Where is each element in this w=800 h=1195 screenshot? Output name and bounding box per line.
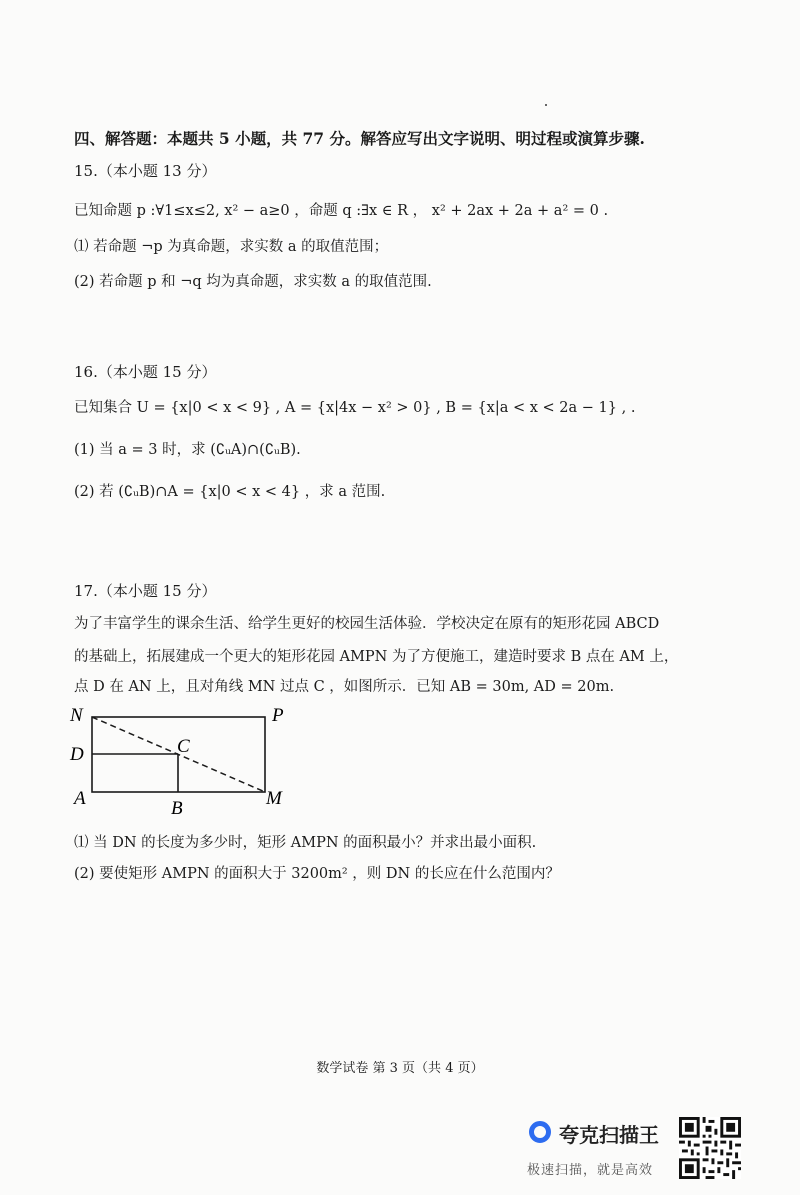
- q17-part2: (2) 要使矩形 AMPN 的面积大于 3200m² ，则 DN 的长应在什么范围内？: [74, 866, 560, 882]
- label-D: D: [70, 744, 84, 765]
- garden-figure: [66, 700, 306, 820]
- label-N: N: [70, 705, 83, 726]
- label-M: M: [266, 788, 282, 809]
- scanner-watermark: [523, 1117, 673, 1181]
- page-footer: 数学试卷 第 3 页（共 4 页）: [316, 1061, 484, 1076]
- label-B: B: [171, 798, 183, 819]
- scanner-name: 夸克扫描王: [559, 1123, 659, 1147]
- q17-line2: 的基础上，拓展建成一个更大的矩形花园 AMPN 为了方便施工，建造时要求 B 点在 AM 上，: [74, 649, 679, 665]
- q15-header: 15.（本小题 13 分）: [74, 162, 217, 180]
- label-C: C: [177, 736, 190, 757]
- q17-line1: 为了丰富学生的课余生活、给学生更好的校园生活体验．学校决定在原有的矩形花园 ABCD: [74, 616, 660, 632]
- label-A: A: [74, 788, 86, 809]
- label-P: P: [272, 705, 284, 726]
- q16-stem: 已知集合 U = {x|0 < x < 9} , A = {x|4x − x² > 0} , B = {x|a < x < 2a − 1} , .: [74, 400, 636, 416]
- q15-stem: 已知命题 p :∀1≤x≤2, x² − a≥0 ，命题 q :∃x ∈ R ， x² + 2ax + 2a + a² = 0 .: [74, 203, 609, 219]
- section-title: 四、解答题：本题共 5 小题，共 77 分。解答应写出文字说明、明过程或演算步骤.: [74, 129, 645, 148]
- q16-part2: (2) 若 (∁ᵤB)∩A = {x|0 < x < 4} ，求 a 范围.: [74, 484, 386, 500]
- q16-part1: (1) 当 a = 3 时，求 (∁ᵤA)∩(∁ᵤB).: [74, 442, 301, 458]
- q15-part1: ⑴ 若命题 ¬p 为真命题，求实数 a 的取值范围；: [74, 239, 389, 255]
- q15-part2: (2) 若命题 p 和 ¬q 均为真命题，求实数 a 的取值范围.: [74, 274, 432, 290]
- qr-code-icon: [679, 1117, 741, 1179]
- scanner-logo-icon: [529, 1121, 551, 1143]
- speck: [545, 104, 547, 106]
- q17-line3: 点 D 在 AN 上，且对角线 MN 过点 C ，如图所示．已知 AB = 30m, AD = 20m.: [74, 679, 615, 695]
- q17-part1: ⑴ 当 DN 的长度为多少时，矩形 AMPN 的面积最小？并求出最小面积.: [74, 835, 537, 851]
- q17-header: 17.（本小题 15 分）: [74, 582, 217, 600]
- scanner-tagline: 极速扫描，就是高效: [527, 1163, 654, 1178]
- q16-header: 16.（本小题 15 分）: [74, 363, 217, 381]
